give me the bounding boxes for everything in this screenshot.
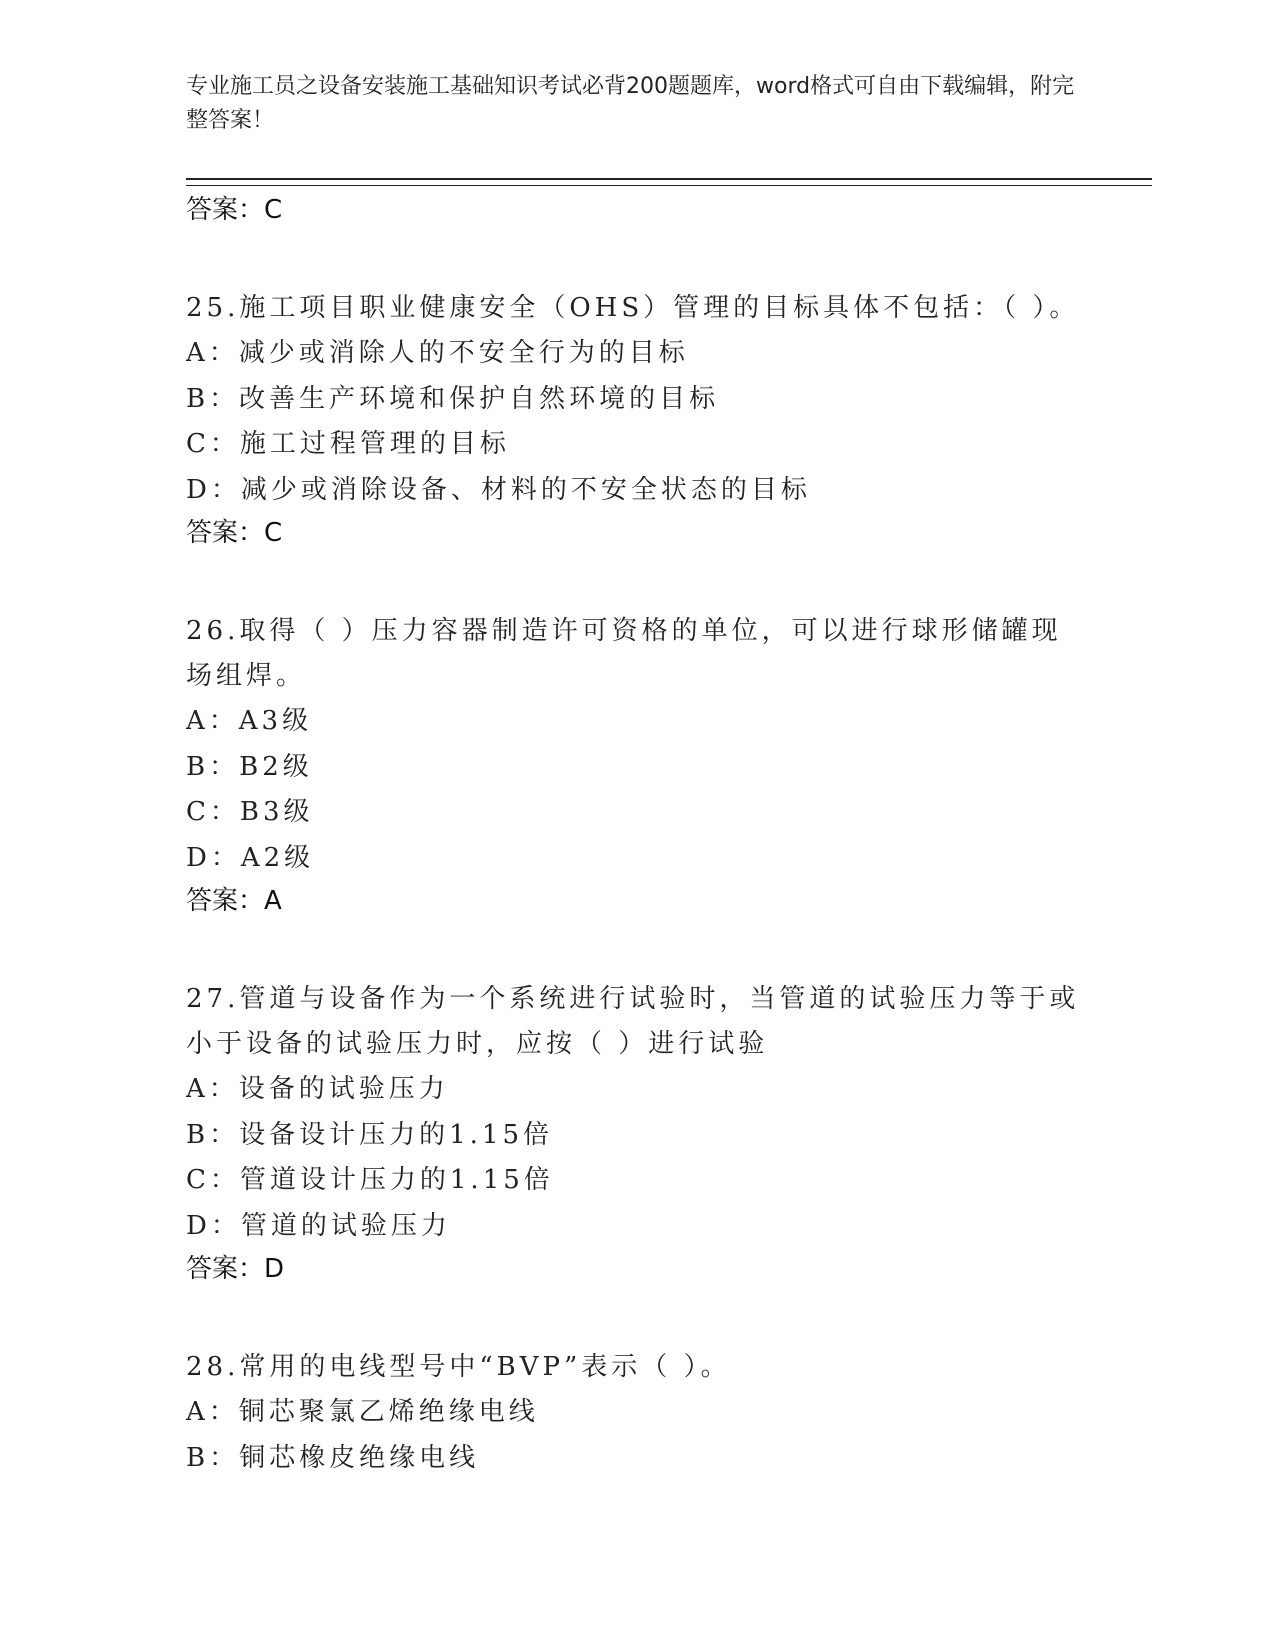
question-stem: 25.施工项目职业健康安全（OHS）管理的目标具体不包括：（ ）。 [186, 293, 1080, 323]
option-b: B：改善生产环境和保护自然环境的目标 [186, 383, 720, 414]
option-b: B：B2级 [186, 751, 313, 782]
option-b: B：设备设计压力的1.15倍 [186, 1119, 553, 1150]
document-header: 专业施工员之设备安装施工基础知识考试必背200题题库，word格式可自由下载编辑，附完整答案！ [186, 74, 1075, 133]
option-c: C：施工过程管理的目标 [186, 429, 510, 459]
answer-line: 答案：D [186, 1254, 285, 1284]
option-a: A：铜芯聚氯乙烯绝缘电线 [186, 1397, 539, 1427]
option-c: C：B3级 [186, 797, 314, 827]
option-c: C：管道设计压力的1.15倍 [186, 1165, 554, 1195]
question-stem: 28.常用的电线型号中“BVP”表示（ ）。 [186, 1352, 731, 1382]
question-list [186, 190, 1086, 1481]
option-a: A：减少或消除人的不安全行为的目标 [186, 338, 689, 368]
option-a: A：设备的试验压力 [186, 1074, 449, 1104]
option-d: D：A2级 [186, 842, 315, 873]
question-stem: 27.管道与设备作为一个系统进行试验时，当管道的试验压力等于或小于设备的试验压力时，应按（ ）进行试验 [186, 984, 1080, 1059]
question-25 [186, 286, 1086, 559]
option-d: D：减少或消除设备、材料的不安全状态的目标 [186, 474, 811, 505]
answer-line: 答案：C [186, 195, 283, 225]
option-a: A：A3级 [186, 706, 313, 736]
answer-line: 答案：A [186, 886, 282, 916]
answer-line: 答案：C [186, 518, 283, 548]
header-divider [186, 178, 1152, 186]
option-d: D：管道的试验压力 [186, 1210, 451, 1241]
question-27 [186, 977, 1086, 1295]
question-28 [186, 1345, 1086, 1481]
option-b: B：铜芯橡皮绝缘电线 [186, 1442, 480, 1473]
question-stem: 26.取得（ ）压力容器制造许可资格的单位，可以进行球形储罐现场组焊。 [186, 616, 1062, 691]
question-26 [186, 609, 1086, 927]
